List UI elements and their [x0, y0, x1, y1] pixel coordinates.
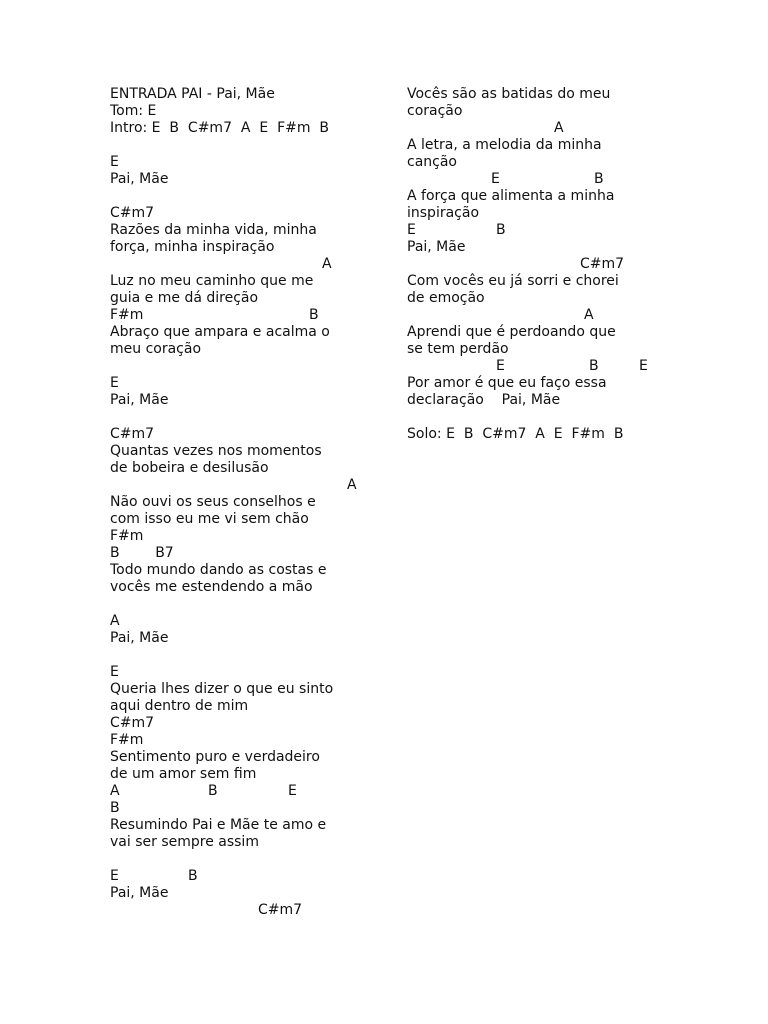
line-text: vai ser sempre assim	[110, 834, 259, 850]
line-text: Abraço que ampara e acalma o	[110, 324, 330, 340]
lyric-line	[110, 732, 360, 749]
lyric-line	[110, 681, 360, 698]
line-text: de bobeira e desilusão	[110, 460, 269, 476]
line-text: E	[110, 664, 119, 680]
lyric-line	[110, 273, 360, 290]
line-text: vocês me estendendo a mão	[110, 579, 313, 595]
line-text: Pai, Mãe	[110, 630, 169, 646]
lyric-line	[110, 358, 360, 375]
line-text: de um amor sem fim	[110, 766, 257, 782]
lyric-line	[407, 205, 657, 222]
chord-label: E	[639, 358, 648, 374]
lyric-line	[407, 137, 657, 154]
chord-label: E	[288, 783, 297, 799]
line-text: Intro: E B C#m7 A E F#m B	[110, 120, 330, 136]
lyric-line	[110, 409, 360, 426]
line-text: se tem perdão	[407, 341, 509, 357]
lyric-line	[110, 715, 360, 732]
chord-label: B	[208, 783, 218, 799]
lyric-line	[110, 698, 360, 715]
line-text: C#m7	[110, 205, 155, 221]
line-text: ENTRADA PAI - Pai, Mãe	[110, 86, 275, 102]
line-text: Pai, Mãe	[110, 171, 169, 187]
lyric-line	[407, 188, 657, 205]
lyric-line	[110, 749, 360, 766]
lyric-line	[110, 392, 360, 409]
line-text: C#m7	[110, 426, 155, 442]
line-text: Tom: E	[110, 103, 157, 119]
chord-label: E	[491, 171, 500, 187]
lyric-line	[110, 443, 360, 460]
chord-label: B	[594, 171, 604, 187]
lyric-line	[407, 86, 657, 103]
lyric-line	[407, 239, 657, 256]
lyric-line	[110, 307, 360, 324]
lyric-line	[110, 239, 360, 256]
line-text: Pai, Mãe	[407, 239, 466, 255]
lyric-line	[110, 664, 360, 681]
lyric-line	[407, 154, 657, 171]
line-text: Não ouvi os seus conselhos e	[110, 494, 316, 510]
lyric-line	[407, 290, 657, 307]
chord-label: A	[347, 477, 357, 493]
line-text: B	[110, 800, 120, 816]
lyric-line	[110, 171, 360, 188]
lyric-line	[110, 426, 360, 443]
lyric-line	[110, 766, 360, 783]
line-text: Pai, Mãe	[110, 885, 169, 901]
lyric-line	[407, 324, 657, 341]
lyric-line	[110, 800, 360, 817]
line-text: inspiração	[407, 205, 480, 221]
lyric-line	[407, 222, 657, 239]
line-text: E	[110, 868, 119, 884]
line-text: Pai, Mãe	[110, 392, 169, 408]
lyric-line	[110, 256, 360, 273]
lyric-line	[110, 579, 360, 596]
line-text: E	[407, 222, 416, 238]
lyric-line	[407, 409, 657, 426]
lyric-line	[110, 188, 360, 205]
line-text: Com vocês eu já sorri e chorei	[407, 273, 619, 289]
lyric-line	[110, 205, 360, 222]
lyric-line	[407, 273, 657, 290]
lyric-line	[407, 341, 657, 358]
chord-label: B	[589, 358, 599, 374]
line-text: Sentimento puro e verdadeiro	[110, 749, 320, 765]
lyric-line	[110, 494, 360, 511]
lyric-line	[110, 562, 360, 579]
chord-label: B	[309, 307, 319, 323]
lyric-line	[110, 477, 360, 494]
line-text: Resumindo Pai e Mãe te amo e	[110, 817, 327, 833]
lyric-line	[110, 647, 360, 664]
line-text: Luz no meu caminho que me	[110, 273, 314, 289]
lyric-line	[110, 222, 360, 239]
line-text: Solo: E B C#m7 A E F#m B	[407, 426, 624, 442]
lyric-line	[407, 307, 657, 324]
chord-label: C#m7	[580, 256, 625, 272]
chord-label: B	[188, 868, 198, 884]
lyric-line	[110, 120, 360, 137]
left-column	[110, 86, 360, 919]
chord-label: A	[584, 307, 594, 323]
line-text: aqui dentro de mim	[110, 698, 249, 714]
chord-label: C#m7	[258, 902, 303, 918]
lyric-line	[110, 290, 360, 307]
line-text: Por amor é que eu faço essa	[407, 375, 607, 391]
line-text: F#m	[110, 307, 144, 323]
chord-label: A	[322, 256, 332, 272]
line-text: de emoção	[407, 290, 485, 306]
lyric-line	[110, 902, 360, 919]
lyric-line	[407, 256, 657, 273]
lyric-line	[110, 460, 360, 477]
line-text: Aprendi que é perdoando que	[407, 324, 616, 340]
line-text: coração	[407, 103, 463, 119]
lyric-line	[110, 375, 360, 392]
lyric-line	[407, 392, 657, 409]
line-text: Razões da minha vida, minha	[110, 222, 317, 238]
chord-label: E	[496, 358, 505, 374]
line-text: Queria lhes dizer o que eu sinto	[110, 681, 334, 697]
line-text: com isso eu me vi sem chão	[110, 511, 309, 527]
lyric-line	[110, 86, 360, 103]
chord-label: B	[496, 222, 506, 238]
line-text: B B7	[110, 545, 174, 561]
line-text: Quantas vezes nos momentos	[110, 443, 322, 459]
right-column	[407, 86, 657, 443]
lyric-line	[110, 868, 360, 885]
line-text: A	[110, 613, 120, 629]
line-text: C#m7	[110, 715, 155, 731]
lyric-line	[407, 375, 657, 392]
lyric-line	[407, 358, 657, 375]
line-text: F#m	[110, 528, 144, 544]
lyric-line	[110, 137, 360, 154]
line-text: canção	[407, 154, 457, 170]
lyric-line	[407, 171, 657, 188]
line-text: força, minha inspiração	[110, 239, 275, 255]
line-text: meu coração	[110, 341, 202, 357]
line-text: F#m	[110, 732, 144, 748]
line-text: E	[110, 375, 119, 391]
line-text: A	[110, 783, 120, 799]
line-text: guia e me dá direção	[110, 290, 259, 306]
lyric-line	[110, 630, 360, 647]
line-text: E	[110, 154, 119, 170]
lyric-line	[110, 103, 360, 120]
lyric-line	[110, 154, 360, 171]
line-text: Todo mundo dando as costas e	[110, 562, 327, 578]
lyric-line	[407, 426, 657, 443]
lyric-line	[110, 545, 360, 562]
line-text: Vocês são as batidas do meu	[407, 86, 611, 102]
lyric-line	[110, 324, 360, 341]
lyric-line	[110, 885, 360, 902]
lyric-line	[110, 596, 360, 613]
lyric-line	[110, 851, 360, 868]
lyric-line	[407, 103, 657, 120]
lyric-line	[110, 783, 360, 800]
line-text: A força que alimenta a minha	[407, 188, 615, 204]
lyric-line	[110, 528, 360, 545]
lyric-line	[407, 120, 657, 137]
lyric-line	[110, 511, 360, 528]
lyric-line	[110, 613, 360, 630]
lyric-line	[110, 817, 360, 834]
line-text: declaração Pai, Mãe	[407, 392, 561, 408]
lyric-line	[110, 341, 360, 358]
chord-label: A	[554, 120, 564, 136]
line-text: A letra, a melodia da minha	[407, 137, 602, 153]
lyric-line	[110, 834, 360, 851]
